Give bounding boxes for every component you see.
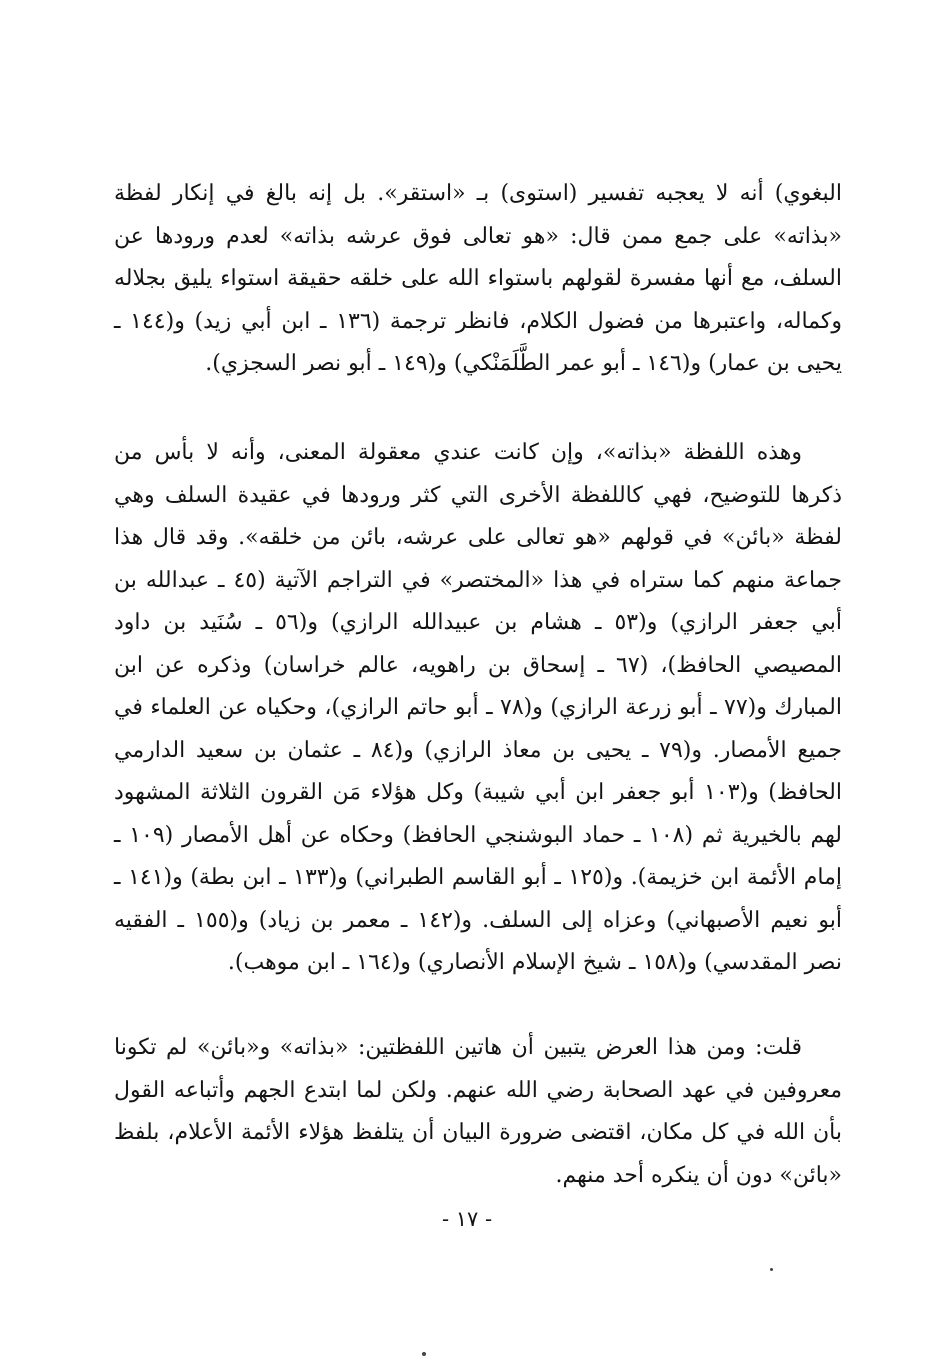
paragraph-2-block	[114, 432, 842, 985]
paragraph-3: قلت: ومن هذا العرض يتبين أن هاتين اللفظتين: «بذاته» و«بائن» لم تكونا معروفين في عهد الصحابة رضي الله عنهم. ولكن لما ابتدع الجهم وأتباعه القول بأن الله في كل مكان، اقتضى ضرورة البيان أن يتلفظ هؤلاء الأئمة الأعلام، بلفظ «بائن» دون أن ينكره أحد منهم.	[114, 1035, 842, 1188]
page-number: - ١٧ -	[441, 1207, 493, 1231]
paragraph-1: البغوي) أنه لا يعجبه تفسير (استوى) بـ «استقر». بل إنه بالغ في إنكار لفظة «بذاته» على جمع ممن قال: «هو تعالى فوق عرشه بذاته» لعدم ورودها عن السلف، مع أنها مفسرة لقولهم باستواء الله على خلقه حقيقة استواء يليق بجلاله وكماله، واعتبرها من فضول الكلام، فانظر ترجمة (١٣٦ ـ ابن أبي زيد) و(١٤٤ ـ يحيى بن عمار) و(١٤٦ ـ أبو عمر الطَّلَمَنْكي) و(١٤٩ ـ أبو نصر السجزي).	[114, 181, 842, 376]
paragraph-3-block	[114, 1027, 842, 1197]
paragraph-1-block	[114, 173, 842, 386]
paragraph-2: وهذه اللفظة «بذاته»، وإن كانت عندي معقولة المعنى، وأنه لا بأس من ذكرها للتوضيح، فهي كاللفظة الأخرى التي كثر ورودها في عقيدة السلف وهي لفظة «بائن» في قولهم «هو تعالى على عرشه، بائن من خلقه». وقد قال هذا جماعة منهم كما ستراه في هذا «المختصر» في التراجم الآتية (٤٥ ـ عبدالله بن أبي جعفر الرازي) و(٥٣ ـ هشام بن عبيدالله الرازي) و(٥٦ ـ سُنَيد بن داود المصيصي الحافظ)، (٦٧ ـ إسحاق بن راهويه، عالم خراسان) وذكره عن ابن المبارك و(٧٧ ـ أبو زرعة الرازي) و(٧٨ ـ أبو حاتم الرازي)، وحكياه عن العلماء في جميع الأمصار. و(٧٩ ـ يحيى بن معاذ الرازي) و(٨٤ ـ عثمان بن سعيد الدارمي الحافظ) و(١٠٣ أبو جعفر ابن أبي شيبة) وكل هؤلاء مَن القرون الثلاثة المشهود لهم بالخيرية ثم (١٠٨ ـ حماد البوشنجي الحافظ) وحكاه عن أهل الأمصار (١٠٩ ـ إمام الأئمة ابن خزيمة). و(١٢٥ ـ أبو القاسم الطبراني) و(١٣٣ ـ ابن بطة) و(١٤١ ـ أبو نعيم الأصبهاني) وعزاه إلى السلف. و(١٤٢ ـ معمر بن زياد) و(١٥٥ ـ الفقيه نصر المقدسي) و(١٥٨ ـ شيخ الإسلام الأنصاري) و(١٦٤ ـ ابن موهب).	[114, 440, 843, 975]
scan-speck-1	[770, 1268, 773, 1271]
scan-speck-2	[422, 1352, 426, 1356]
